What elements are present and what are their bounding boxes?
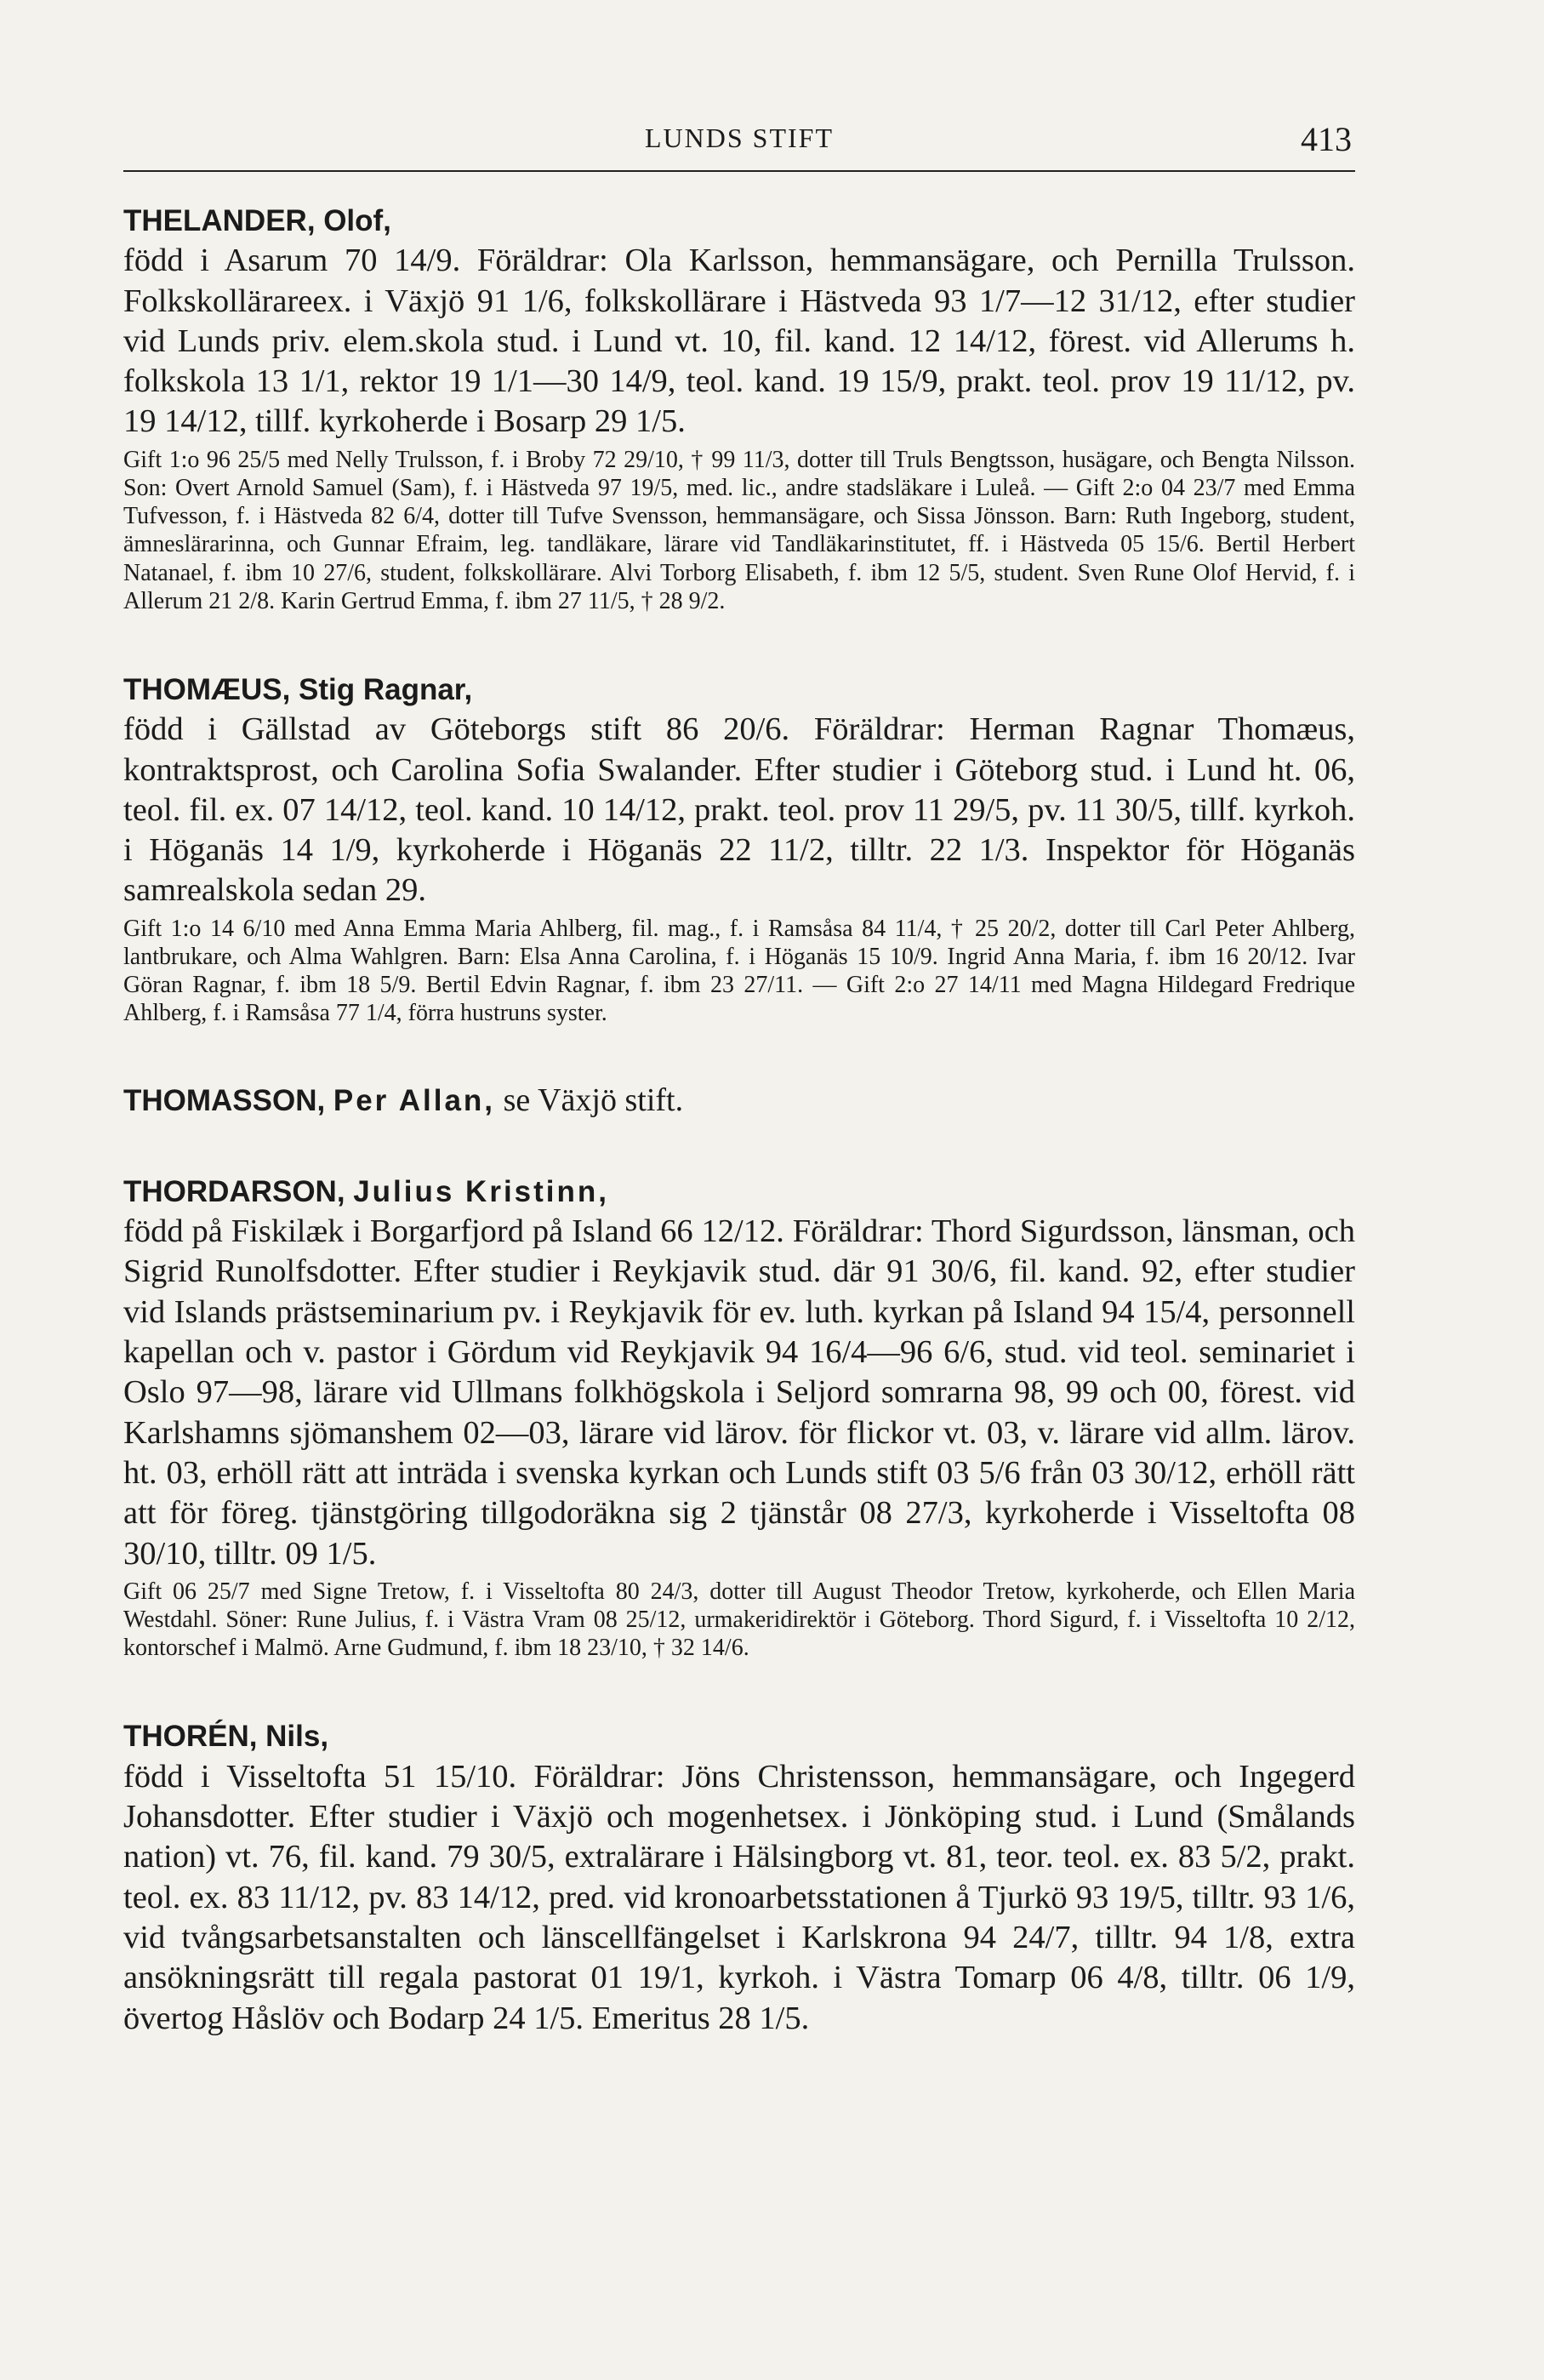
entry-biography: född på Fiskilæk i Borgarfjord på Island 66 12/12. Föräldrar: Thord Sigurdsson, länsman, och Sigrid Runolfsdotter. Efter studier i Reykjavik stud. där 91 30/6, fil. kand. 92, efter studier vid Islands prästseminarium pv. i Reykjavik för ev. luth. kyrkan på Island 94 15/4, personnell kapellan och v. pastor i Gördum vid Reykjavik 94 16/4—96 6/6, stud. vid teol. seminariet i Oslo 97—98, lärare vid Ullmans folkhögskola i Seljord somrarna 98, 99 och 00, förest. vid Karlshamns sjömanshem 02—03, lärare vid lärov. för flickor vt. 03, v. lärare vid allm. lärov. ht. 03, erhöll rätt att inträda i svenska kyrkan och Lunds stift 03 5/6 från 03 30/12, erhöll rätt att för föreg. tjänstgöring tillgodoräkna sig 2 tjänstår 08 27/3, kyrkoherde i Visseltofta 08 30/10, tilltr. 09 1/5. — [123, 1213, 1355, 1572]
entry-given-name: Julius Kristinn, — [353, 1174, 609, 1208]
page-number: 413 — [1301, 120, 1352, 158]
entry-surname: THORÉN, — [123, 1720, 258, 1754]
entry-heading — [123, 1172, 1355, 1212]
entry-cross-reference: se Växjö stift. — [503, 1082, 684, 1118]
entry-surname: THELANDER, — [123, 204, 316, 237]
entry-given-name: Olof, — [323, 204, 391, 237]
entry-thomaeus — [123, 670, 1355, 1028]
entry-thordarson — [123, 1172, 1355, 1663]
entry-surname: THOMASSON, — [123, 1083, 326, 1117]
entry-given-name: Nils, — [265, 1720, 329, 1754]
entry-family-details: Gift 1:o 14 6/10 med Anna Emma Maria Ahlberg, fil. mag., f. i Ramsåsa 84 11/4, † 25 20/2, dotter till Carl Peter Ahlberg, lantbrukare, och Alma Wahlgren. Barn: Elsa Anna Carolina, f. i Höganäs 15 10/9. Ingrid Anna Maria, f. ibm 16 20/12. Ivar Göran Ragnar, f. ibm 18 5/9. Bertil Edvin Ragnar, f. ibm 23 27/11. — Gift 2:o 27 14/11 med Magna Hildegard Fredrique Ahlberg, f. i Ramsåsa 77 1/4, förra hustruns syster. — [123, 915, 1355, 1027]
entry-given-name: Per Allan, — [333, 1083, 496, 1117]
entry-main-text — [123, 1172, 1355, 1574]
entry-thelander — [123, 201, 1355, 615]
entries-column — [123, 201, 1355, 2093]
entry-surname: THOMÆUS, — [123, 673, 291, 706]
entry-thomasson — [123, 1081, 1355, 1121]
entry-heading — [123, 670, 1355, 710]
entry-main-text — [123, 201, 1355, 442]
entry-biography: född i Gällstad av Göteborgs stift 86 20/6. Föräldrar: Herman Ragnar Thomæus, kontraktsprost, och Carolina Sofia Swalander. Efter studier i Göteborg stud. i Lund ht. 06, teol. fil. ex. 07 14/12, teol. kand. 10 14/12, prakt. teol. prov 11 29/5, pv. 11 30/5, tillf. kyrkoh. i Höganäs 14 1/9, kyrkoherde i Höganäs 22 11/2, tilltr. 22 1/3. Inspektor för Höganäs samrealskola sedan 29. — [123, 711, 1355, 909]
entry-heading — [123, 201, 1355, 241]
running-title: LUNDS STIFT — [644, 123, 834, 153]
page-header — [123, 119, 1355, 172]
entry-surname: THORDARSON, — [123, 1174, 345, 1208]
entry-biography: född i Asarum 70 14/9. Föräldrar: Ola Karlsson, hemmansägare, och Pernilla Trulsson. Folkskollärareex. i Växjö 91 1/6, folkskollärare i Hästveda 93 1/7—12 31/12, efter studier vid Lunds priv. elem.skola stud. i Lund vt. 10, fil. kand. 12 14/12, förest. vid Allerums h. folkskola 13 1/1, rektor 19 1/1—30 14/9, teol. kand. 19 15/9, prakt. teol. prov 19 11/12, pv. 19 14/12, tillf. kyrkoherde i Bosarp 29 1/5. — [123, 243, 1355, 440]
entry-main-text — [123, 1716, 1355, 2038]
entry-thoren — [123, 1716, 1355, 2038]
entry-main-text — [123, 670, 1355, 911]
entry-family-details: Gift 06 25/7 med Signe Tretow, f. i Visseltofta 80 24/3, dotter till August Theodor Tretow, kyrkoherde, och Ellen Maria Westdahl. Söner: Rune Julius, f. i Västra Vram 08 25/12, urmakeridirektör i Göteborg. Thord Sigurd, f. i Visseltofta 10 2/12, kontorschef i Malmö. Arne Gudmund, f. ibm 18 23/10, † 32 14/6. — [123, 1578, 1355, 1662]
entry-main-text — [123, 1081, 1355, 1121]
entry-family-details: Gift 1:o 96 25/5 med Nelly Trulsson, f. i Broby 72 29/10, † 99 11/3, dotter till Truls Bengtsson, husägare, och Bengta Nilsson. Son: Overt Arnold Samuel (Sam), f. i Hästveda 97 19/5, med. lic., andre stadsläkare i Luleå. — Gift 2:o 04 23/7 med Emma Tufvesson, f. i Hästveda 82 6/4, dotter till Tufve Svensson, hemmansägare, och Sissa Jönsson. Barn: Ruth Ingeborg, student, ämneslärarinna, och Gunnar Efraim, leg. tandläkare, lärare vid Tandläkarinstitutet, ff. i Hästveda 05 15/6. Bertil Herbert Natanael, f. ibm 10 27/6, student, folkskollärare. Alvi Torborg Elisabeth, f. ibm 12 5/5, student. Sven Rune Olof Hervid, f. i Allerum 21 2/8. Karin Gertrud Emma, f. ibm 27 11/5, † 28 9/2. — [123, 446, 1355, 614]
entry-biography: född i Visseltofta 51 15/10. Föräldrar: Jöns Christensson, hemmansägare, och Ingegerd Johansdotter. Efter studier i Växjö och mogenhetsex. i Jönköping stud. i Lund (Smålands nation) vt. 76, fil. kand. 79 30/5, extralärare i Hälsingborg vt. 81, teor. teol. ex. 83 5/2, prakt. teol. ex. 83 11/12, pv. 83 14/12, pred. vid kronoarbetsstationen å Tjurkö 93 19/5, tilltr. 93 1/6, vid tvångsarbetsanstalten och länscellfängelset i Karlskrona 94 24/7, tilltr. 94 1/8, extra ansökningsrätt till regala pastorat 01 19/1, kyrkoh. i Västra Tomarp 06 4/8, tilltr. 06 1/9, övertog Håslöv och Bodarp 24 1/5. Emeritus 28 1/5. — [123, 1758, 1355, 2036]
entry-given-name: Stig Ragnar, — [299, 673, 473, 706]
entry-heading — [123, 1716, 1355, 1756]
